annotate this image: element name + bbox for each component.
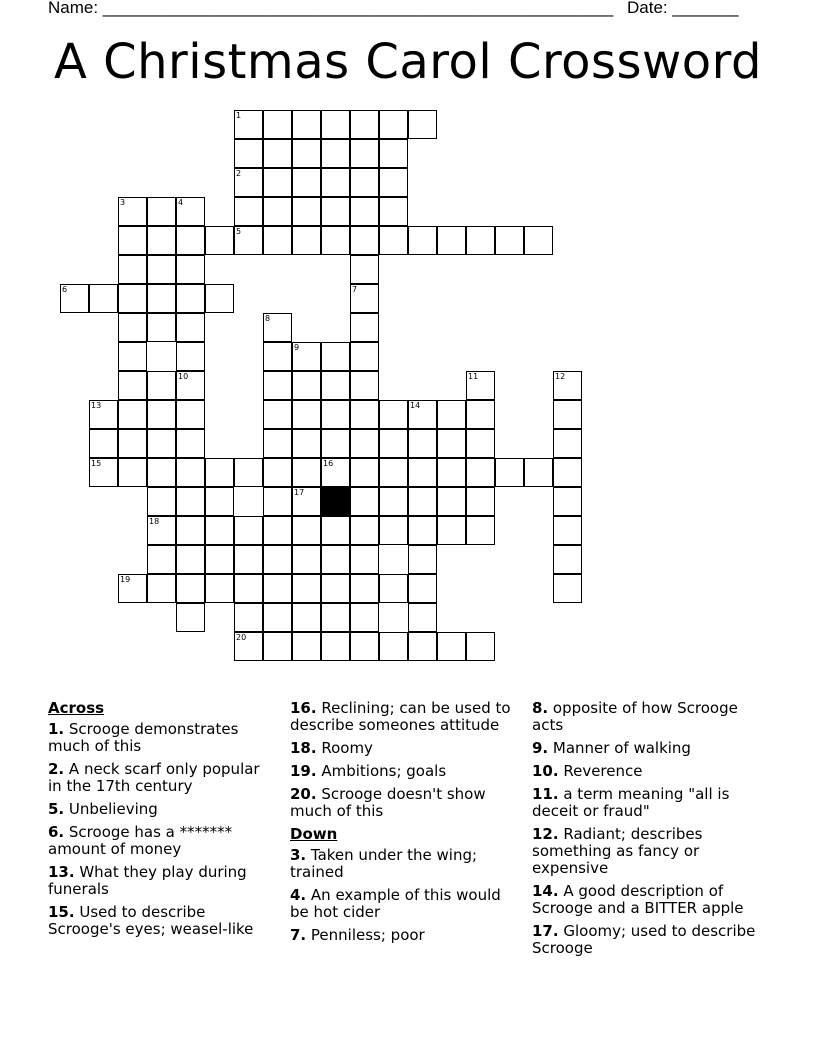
grid-cell[interactable]	[321, 458, 350, 487]
grid-cell[interactable]	[263, 429, 292, 458]
grid-cell[interactable]	[553, 487, 582, 516]
grid-cell[interactable]	[379, 516, 408, 545]
grid-cell[interactable]	[553, 458, 582, 487]
grid-cell[interactable]	[263, 545, 292, 574]
grid-cell[interactable]	[234, 139, 263, 168]
clue-number: 20.	[290, 785, 317, 803]
clue-number: 11.	[532, 785, 559, 803]
grid-cell[interactable]	[89, 400, 118, 429]
grid-cell[interactable]	[147, 487, 176, 516]
clue-text: Radiant; describes something as fancy or expensive	[532, 825, 703, 877]
clue-item	[48, 801, 273, 818]
grid-cell[interactable]	[292, 429, 321, 458]
clue-item	[532, 826, 764, 877]
grid-cell[interactable]	[553, 516, 582, 545]
grid-cell[interactable]	[379, 226, 408, 255]
grid-cell[interactable]	[292, 545, 321, 574]
clue-text: Gloomy; used to describe Scrooge	[532, 922, 756, 957]
grid-cell[interactable]	[205, 487, 234, 516]
clue-text: An example of this would be hot cider	[290, 886, 501, 921]
clue-item	[290, 887, 515, 921]
clue-item	[532, 883, 764, 917]
grid-cell[interactable]	[263, 487, 292, 516]
grid-cell[interactable]	[408, 400, 437, 429]
grid-cell[interactable]	[60, 284, 89, 313]
clue-text: Scrooge has a ******* amount of money	[48, 823, 233, 858]
grid-cell[interactable]	[350, 429, 379, 458]
grid-cell[interactable]	[524, 226, 553, 255]
clue-item	[48, 721, 273, 755]
grid-cell[interactable]	[176, 255, 205, 284]
clue-text: Used to describe Scrooge's eyes; weasel-like	[48, 903, 254, 938]
grid-cell[interactable]	[118, 458, 147, 487]
cell-number: 14	[410, 401, 421, 410]
grid-cell[interactable]	[321, 226, 350, 255]
clue-text: What they play during funerals	[48, 863, 247, 898]
grid-cell[interactable]	[118, 255, 147, 284]
grid-cell[interactable]	[205, 226, 234, 255]
grid-cell[interactable]	[176, 284, 205, 313]
grid-cell[interactable]	[408, 487, 437, 516]
grid-cell[interactable]	[466, 458, 495, 487]
grid-cell[interactable]	[118, 400, 147, 429]
grid-cell[interactable]	[553, 429, 582, 458]
grid-cell[interactable]	[466, 632, 495, 661]
grid-cell[interactable]	[408, 429, 437, 458]
grid-cell[interactable]	[205, 574, 234, 603]
grid-cell[interactable]	[379, 400, 408, 429]
grid-cell[interactable]	[292, 516, 321, 545]
grid-cell[interactable]	[263, 168, 292, 197]
clue-item	[48, 824, 273, 858]
grid-cell[interactable]	[147, 313, 176, 342]
grid-cell[interactable]	[292, 371, 321, 400]
grid-cell[interactable]	[466, 487, 495, 516]
down-heading: Down	[290, 825, 338, 843]
grid-cell[interactable]	[379, 197, 408, 226]
grid-cell[interactable]	[147, 545, 176, 574]
grid-cell[interactable]	[292, 168, 321, 197]
clue-number: 10.	[532, 762, 559, 780]
clue-item	[290, 763, 515, 780]
cell-number: 18	[149, 517, 160, 526]
clue-item	[532, 923, 764, 957]
grid-cell[interactable]	[263, 458, 292, 487]
grid-cell[interactable]	[437, 632, 466, 661]
grid-cell[interactable]	[321, 342, 350, 371]
grid-cell[interactable]	[263, 400, 292, 429]
grid-cell[interactable]	[234, 458, 263, 487]
grid-cell[interactable]	[553, 574, 582, 603]
clue-item	[290, 786, 515, 820]
clue-number: 15.	[48, 903, 75, 921]
grid-cell[interactable]	[437, 516, 466, 545]
cell-number: 12	[555, 372, 566, 381]
grid-cell[interactable]	[350, 284, 379, 313]
grid-cell[interactable]	[466, 516, 495, 545]
grid-cell[interactable]	[176, 429, 205, 458]
grid-cell[interactable]	[379, 632, 408, 661]
black-cell	[321, 487, 350, 516]
grid-cell[interactable]	[495, 458, 524, 487]
grid-cell[interactable]	[263, 574, 292, 603]
grid-cell[interactable]	[524, 458, 553, 487]
grid-cell[interactable]	[176, 603, 205, 632]
cell-number: 8	[265, 314, 271, 323]
cell-number: 13	[91, 401, 102, 410]
clues-column-2	[290, 700, 515, 950]
grid-cell[interactable]	[118, 284, 147, 313]
grid-cell[interactable]	[89, 429, 118, 458]
grid-cell[interactable]	[176, 545, 205, 574]
grid-cell[interactable]	[321, 197, 350, 226]
clue-item	[290, 740, 515, 757]
grid-cell[interactable]	[263, 371, 292, 400]
grid-cell[interactable]	[176, 516, 205, 545]
cell-number: 10	[178, 372, 189, 381]
clue-number: 4.	[290, 886, 307, 904]
grid-cell[interactable]	[466, 371, 495, 400]
grid-cell[interactable]	[379, 139, 408, 168]
cell-number: 3	[120, 198, 126, 207]
grid-cell[interactable]	[408, 458, 437, 487]
grid-cell[interactable]	[321, 516, 350, 545]
grid-cell[interactable]	[350, 632, 379, 661]
grid-cell[interactable]	[147, 516, 176, 545]
grid-cell[interactable]	[147, 197, 176, 226]
grid-cell[interactable]	[350, 545, 379, 574]
grid-cell[interactable]	[321, 429, 350, 458]
grid-cell[interactable]	[147, 574, 176, 603]
grid-cell[interactable]	[118, 226, 147, 255]
clue-text: Ambitions; goals	[316, 762, 447, 780]
clue-item	[290, 847, 515, 881]
page-title: A Christmas Carol Crossword	[54, 34, 762, 90]
grid-cell[interactable]	[147, 429, 176, 458]
clue-number: 7.	[290, 926, 307, 944]
grid-cell[interactable]	[118, 342, 147, 371]
clue-number: 16.	[290, 699, 317, 717]
cell-number: 7	[352, 285, 358, 294]
grid-cell[interactable]	[321, 110, 350, 139]
clue-item	[290, 927, 515, 944]
grid-cell[interactable]	[350, 255, 379, 284]
grid-cell[interactable]	[350, 226, 379, 255]
grid-cell[interactable]	[437, 400, 466, 429]
cell-number: 15	[91, 459, 102, 468]
clue-text: Unbelieving	[64, 800, 158, 818]
grid-cell[interactable]	[263, 342, 292, 371]
clue-text: A good description of Scrooge and a BITTER apple	[532, 882, 744, 917]
grid-cell[interactable]	[205, 516, 234, 545]
grid-cell[interactable]	[437, 429, 466, 458]
grid-cell[interactable]	[553, 371, 582, 400]
grid-cell[interactable]	[176, 458, 205, 487]
grid-cell[interactable]	[292, 110, 321, 139]
clue-text: Manner of walking	[548, 739, 691, 757]
clue-number: 3.	[290, 846, 307, 864]
grid-cell[interactable]	[292, 400, 321, 429]
cell-number: 20	[236, 633, 247, 642]
grid-cell[interactable]	[379, 487, 408, 516]
grid-cell[interactable]	[176, 197, 205, 226]
grid-cell[interactable]	[321, 371, 350, 400]
clue-text: Penniless; poor	[306, 926, 425, 944]
grid-cell[interactable]	[263, 632, 292, 661]
grid-cell[interactable]	[379, 168, 408, 197]
grid-cell[interactable]	[350, 400, 379, 429]
grid-cell[interactable]	[147, 400, 176, 429]
clue-item	[532, 740, 764, 757]
clue-item	[48, 864, 273, 898]
clue-item	[48, 904, 273, 938]
grid-cell[interactable]	[321, 400, 350, 429]
grid-cell[interactable]	[263, 516, 292, 545]
grid-cell[interactable]	[292, 197, 321, 226]
grid-cell[interactable]	[118, 197, 147, 226]
grid-cell[interactable]	[118, 574, 147, 603]
grid-cell[interactable]	[89, 284, 118, 313]
grid-cell[interactable]	[350, 110, 379, 139]
clue-text: Taken under the wing; trained	[290, 846, 478, 881]
grid-cell[interactable]	[234, 226, 263, 255]
grid-cell[interactable]	[234, 603, 263, 632]
grid-cell[interactable]	[321, 632, 350, 661]
grid-cell[interactable]	[263, 197, 292, 226]
clue-number: 12.	[532, 825, 559, 843]
clue-text: Reverence	[558, 762, 643, 780]
grid-cell[interactable]	[350, 168, 379, 197]
grid-cell[interactable]	[350, 516, 379, 545]
grid-cell[interactable]	[176, 226, 205, 255]
clue-number: 17.	[532, 922, 559, 940]
grid-cell[interactable]	[408, 632, 437, 661]
grid-cell[interactable]	[350, 342, 379, 371]
grid-cell[interactable]	[495, 226, 524, 255]
grid-cell[interactable]	[292, 574, 321, 603]
grid-cell[interactable]	[263, 603, 292, 632]
clue-item	[532, 763, 764, 780]
clue-text: Roomy	[316, 739, 373, 757]
grid-cell[interactable]	[321, 168, 350, 197]
grid-cell[interactable]	[466, 429, 495, 458]
clue-item	[532, 786, 764, 820]
grid-cell[interactable]	[437, 458, 466, 487]
grid-cell[interactable]	[147, 284, 176, 313]
grid-cell[interactable]	[89, 458, 118, 487]
grid-cell[interactable]	[263, 139, 292, 168]
grid-cell[interactable]	[292, 458, 321, 487]
cell-number: 2	[236, 169, 242, 178]
cell-number: 5	[236, 227, 242, 236]
grid-cell[interactable]	[408, 574, 437, 603]
cell-number: 9	[294, 343, 300, 352]
grid-cell[interactable]	[408, 603, 437, 632]
grid-cell[interactable]	[176, 371, 205, 400]
grid-cell[interactable]	[466, 226, 495, 255]
grid-cell[interactable]	[321, 603, 350, 632]
grid-cell[interactable]	[408, 516, 437, 545]
clue-number: 19.	[290, 762, 317, 780]
clue-number: 9.	[532, 739, 549, 757]
grid-cell[interactable]	[263, 110, 292, 139]
clue-number: 5.	[48, 800, 65, 818]
grid-cell[interactable]	[147, 226, 176, 255]
grid-cell[interactable]	[292, 487, 321, 516]
grid-cell[interactable]	[147, 255, 176, 284]
grid-cell[interactable]	[350, 197, 379, 226]
cell-number: 19	[120, 575, 131, 584]
grid-cell[interactable]	[176, 487, 205, 516]
clues-column-1	[48, 700, 273, 944]
grid-cell[interactable]	[234, 574, 263, 603]
grid-cell[interactable]	[205, 458, 234, 487]
across-heading: Across	[48, 699, 105, 717]
clue-item	[532, 700, 764, 734]
grid-cell[interactable]	[292, 603, 321, 632]
cell-number: 17	[294, 488, 305, 497]
grid-cell[interactable]	[321, 574, 350, 603]
clue-number: 13.	[48, 863, 75, 881]
grid-cell[interactable]	[379, 574, 408, 603]
date-line: Date: _______	[627, 0, 739, 17]
clue-item	[290, 700, 515, 734]
cell-number: 16	[323, 459, 334, 468]
grid-cell[interactable]	[350, 487, 379, 516]
clue-number: 8.	[532, 699, 549, 717]
clue-text: Reclining; can be used to describe someones attitude	[290, 699, 511, 734]
clues-column-3	[532, 700, 764, 963]
clue-number: 1.	[48, 720, 65, 738]
clue-text: A neck scarf only popular in the 17th century	[48, 760, 260, 795]
grid-cell[interactable]	[379, 458, 408, 487]
grid-cell[interactable]	[118, 429, 147, 458]
grid-cell[interactable]	[263, 226, 292, 255]
grid-cell[interactable]	[292, 139, 321, 168]
grid-cell[interactable]	[437, 226, 466, 255]
cell-number: 11	[468, 372, 479, 381]
grid-cell[interactable]	[205, 545, 234, 574]
grid-cell[interactable]	[553, 400, 582, 429]
clue-item	[48, 761, 273, 795]
grid-cell[interactable]	[292, 226, 321, 255]
grid-cell[interactable]	[147, 458, 176, 487]
grid-cell[interactable]	[292, 342, 321, 371]
clue-number: 18.	[290, 739, 317, 757]
clue-text: a term meaning "all is deceit or fraud"	[532, 785, 730, 820]
grid-cell[interactable]	[234, 545, 263, 574]
grid-cell[interactable]	[437, 487, 466, 516]
grid-cell[interactable]	[118, 371, 147, 400]
clue-text: Scrooge doesn't show much of this	[290, 785, 486, 820]
grid-cell[interactable]	[408, 226, 437, 255]
grid-cell[interactable]	[176, 400, 205, 429]
grid-cell[interactable]	[234, 632, 263, 661]
grid-cell[interactable]	[350, 458, 379, 487]
grid-cell[interactable]	[292, 632, 321, 661]
grid-cell[interactable]	[379, 429, 408, 458]
grid-cell[interactable]	[234, 516, 263, 545]
grid-cell[interactable]	[408, 110, 437, 139]
grid-cell[interactable]	[118, 313, 147, 342]
grid-cell[interactable]	[350, 139, 379, 168]
grid-cell[interactable]	[147, 371, 176, 400]
grid-cell[interactable]	[350, 574, 379, 603]
grid-cell[interactable]	[321, 545, 350, 574]
grid-cell[interactable]	[408, 545, 437, 574]
grid-cell[interactable]	[176, 574, 205, 603]
grid-cell[interactable]	[234, 110, 263, 139]
grid-cell[interactable]	[350, 603, 379, 632]
cell-number: 4	[178, 198, 184, 207]
clue-number: 14.	[532, 882, 559, 900]
cell-number: 1	[236, 111, 242, 120]
grid-cell[interactable]	[205, 284, 234, 313]
clue-number: 2.	[48, 760, 65, 778]
grid-cell[interactable]	[263, 313, 292, 342]
grid-cell[interactable]	[466, 400, 495, 429]
grid-cell[interactable]	[176, 342, 205, 371]
grid-cell[interactable]	[234, 197, 263, 226]
grid-cell[interactable]	[553, 545, 582, 574]
grid-cell[interactable]	[379, 110, 408, 139]
grid-cell[interactable]	[321, 139, 350, 168]
clue-number: 6.	[48, 823, 65, 841]
cell-number: 6	[62, 285, 68, 294]
grid-cell[interactable]	[350, 313, 379, 342]
clue-text: opposite of how Scrooge acts	[532, 699, 738, 734]
clue-text: Scrooge demonstrates much of this	[48, 720, 239, 755]
name-line: Name: ______________________________________________________	[48, 0, 614, 17]
grid-cell[interactable]	[234, 168, 263, 197]
grid-cell[interactable]	[176, 313, 205, 342]
grid-cell[interactable]	[350, 371, 379, 400]
